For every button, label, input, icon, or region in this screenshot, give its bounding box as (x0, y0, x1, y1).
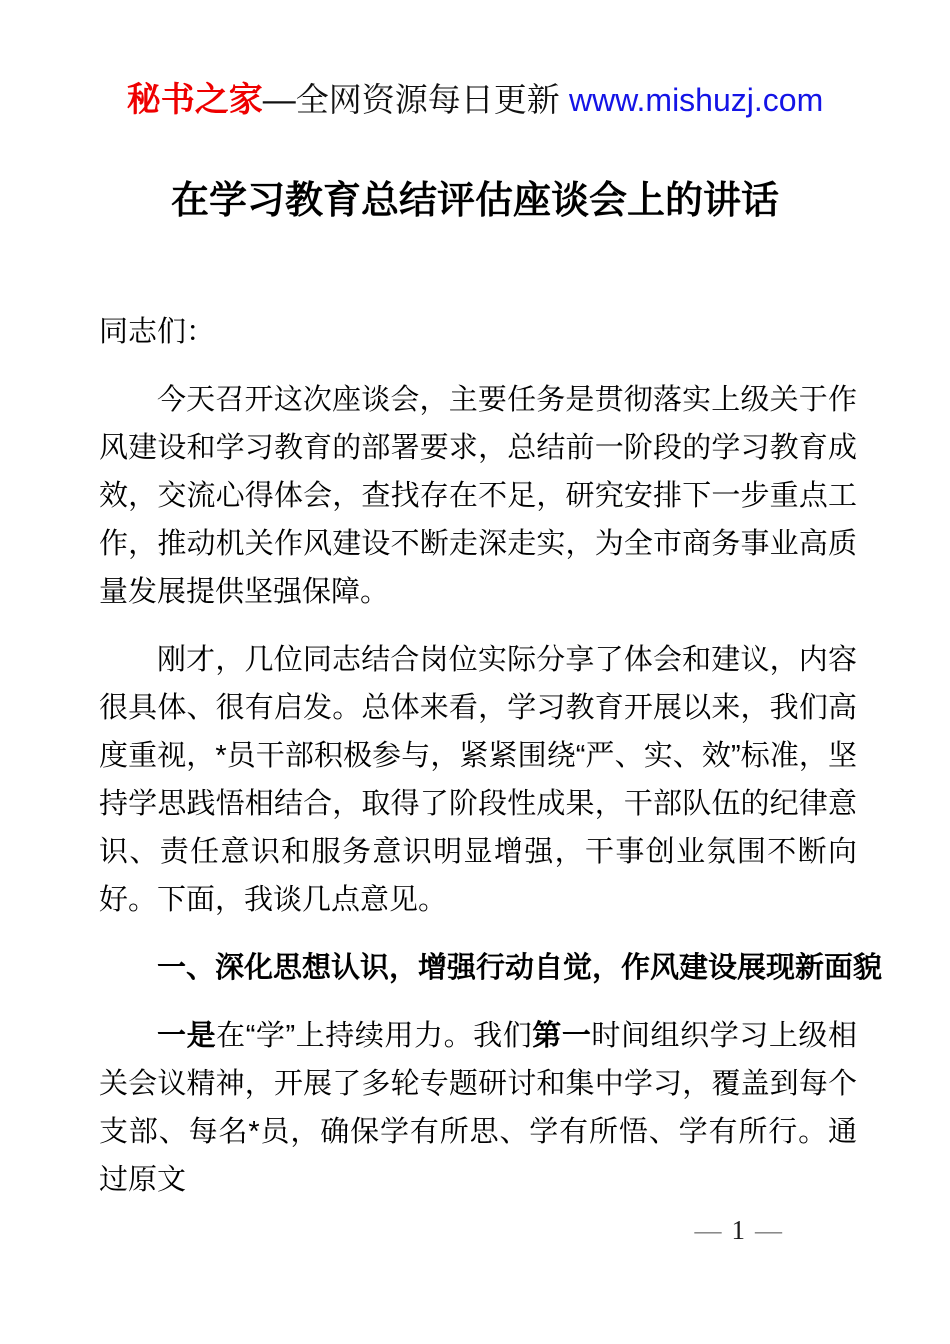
document-title: 在学习教育总结评估座谈会上的讲话 (170, 180, 779, 222)
page-number-right-dash: — (755, 1215, 782, 1245)
emphasized-text-run: 第一 (532, 1020, 592, 1052)
page-number (685, 1213, 793, 1247)
site-header (0, 78, 950, 122)
page-number-left-dash: — (694, 1215, 722, 1245)
text-run: 时间组织学习上级相关会议精神，开展了多轮专题研讨和集中学习，覆盖到每个支部、每名*员，确保学有所思、学有所悟、学有所行。通过原文 (99, 1020, 857, 1196)
header-separator: — (262, 81, 296, 118)
paragraph (99, 1012, 857, 1204)
site-brand: 秘书之家 (126, 81, 263, 119)
text-run: 一、深化思想认识，增强行动自觉，作风建设展现新面貌 (157, 952, 883, 984)
emphasized-text-run: 一是 (157, 1020, 217, 1052)
text-run: 刚才，几位同志结合岗位实际分享了体会和建议，内容很具体、很有启发。总体来看，学习教育开展以来，我们高度重视，*员干部积极参与，紧紧围绕“严、实、效”标准，坚持学思践悟相结合，取得了阶段性成果，干部队伍的纪律意识、责任意识和服务意识明显增强，干事创业氛围不断向好。下面，我谈几点意见。 (99, 644, 857, 916)
text-run: 同志们： (99, 316, 216, 348)
text-run: 在“学”上持续用力。我们 (216, 1020, 533, 1052)
paragraph (99, 308, 857, 356)
page-number-value: 1 (731, 1215, 745, 1245)
section-heading (99, 944, 883, 992)
header-tagline: 全网资源每日更新 (295, 81, 560, 118)
paragraph (99, 376, 857, 616)
site-url-link[interactable]: www.mishuzj.com (568, 82, 824, 118)
text-run: 今天召开这次座谈会，主要任务是贯彻落实上级关于作风建设和学习教育的部署要求，总结前一阶段的学习教育成效，交流心得体会，查找存在不足，研究安排下一步重点工作，推动机关作风建设不断走深走实，为全市商务事业高质量发展提供坚强保障。 (99, 384, 857, 608)
paragraph (99, 636, 857, 924)
document-body (99, 308, 883, 1224)
